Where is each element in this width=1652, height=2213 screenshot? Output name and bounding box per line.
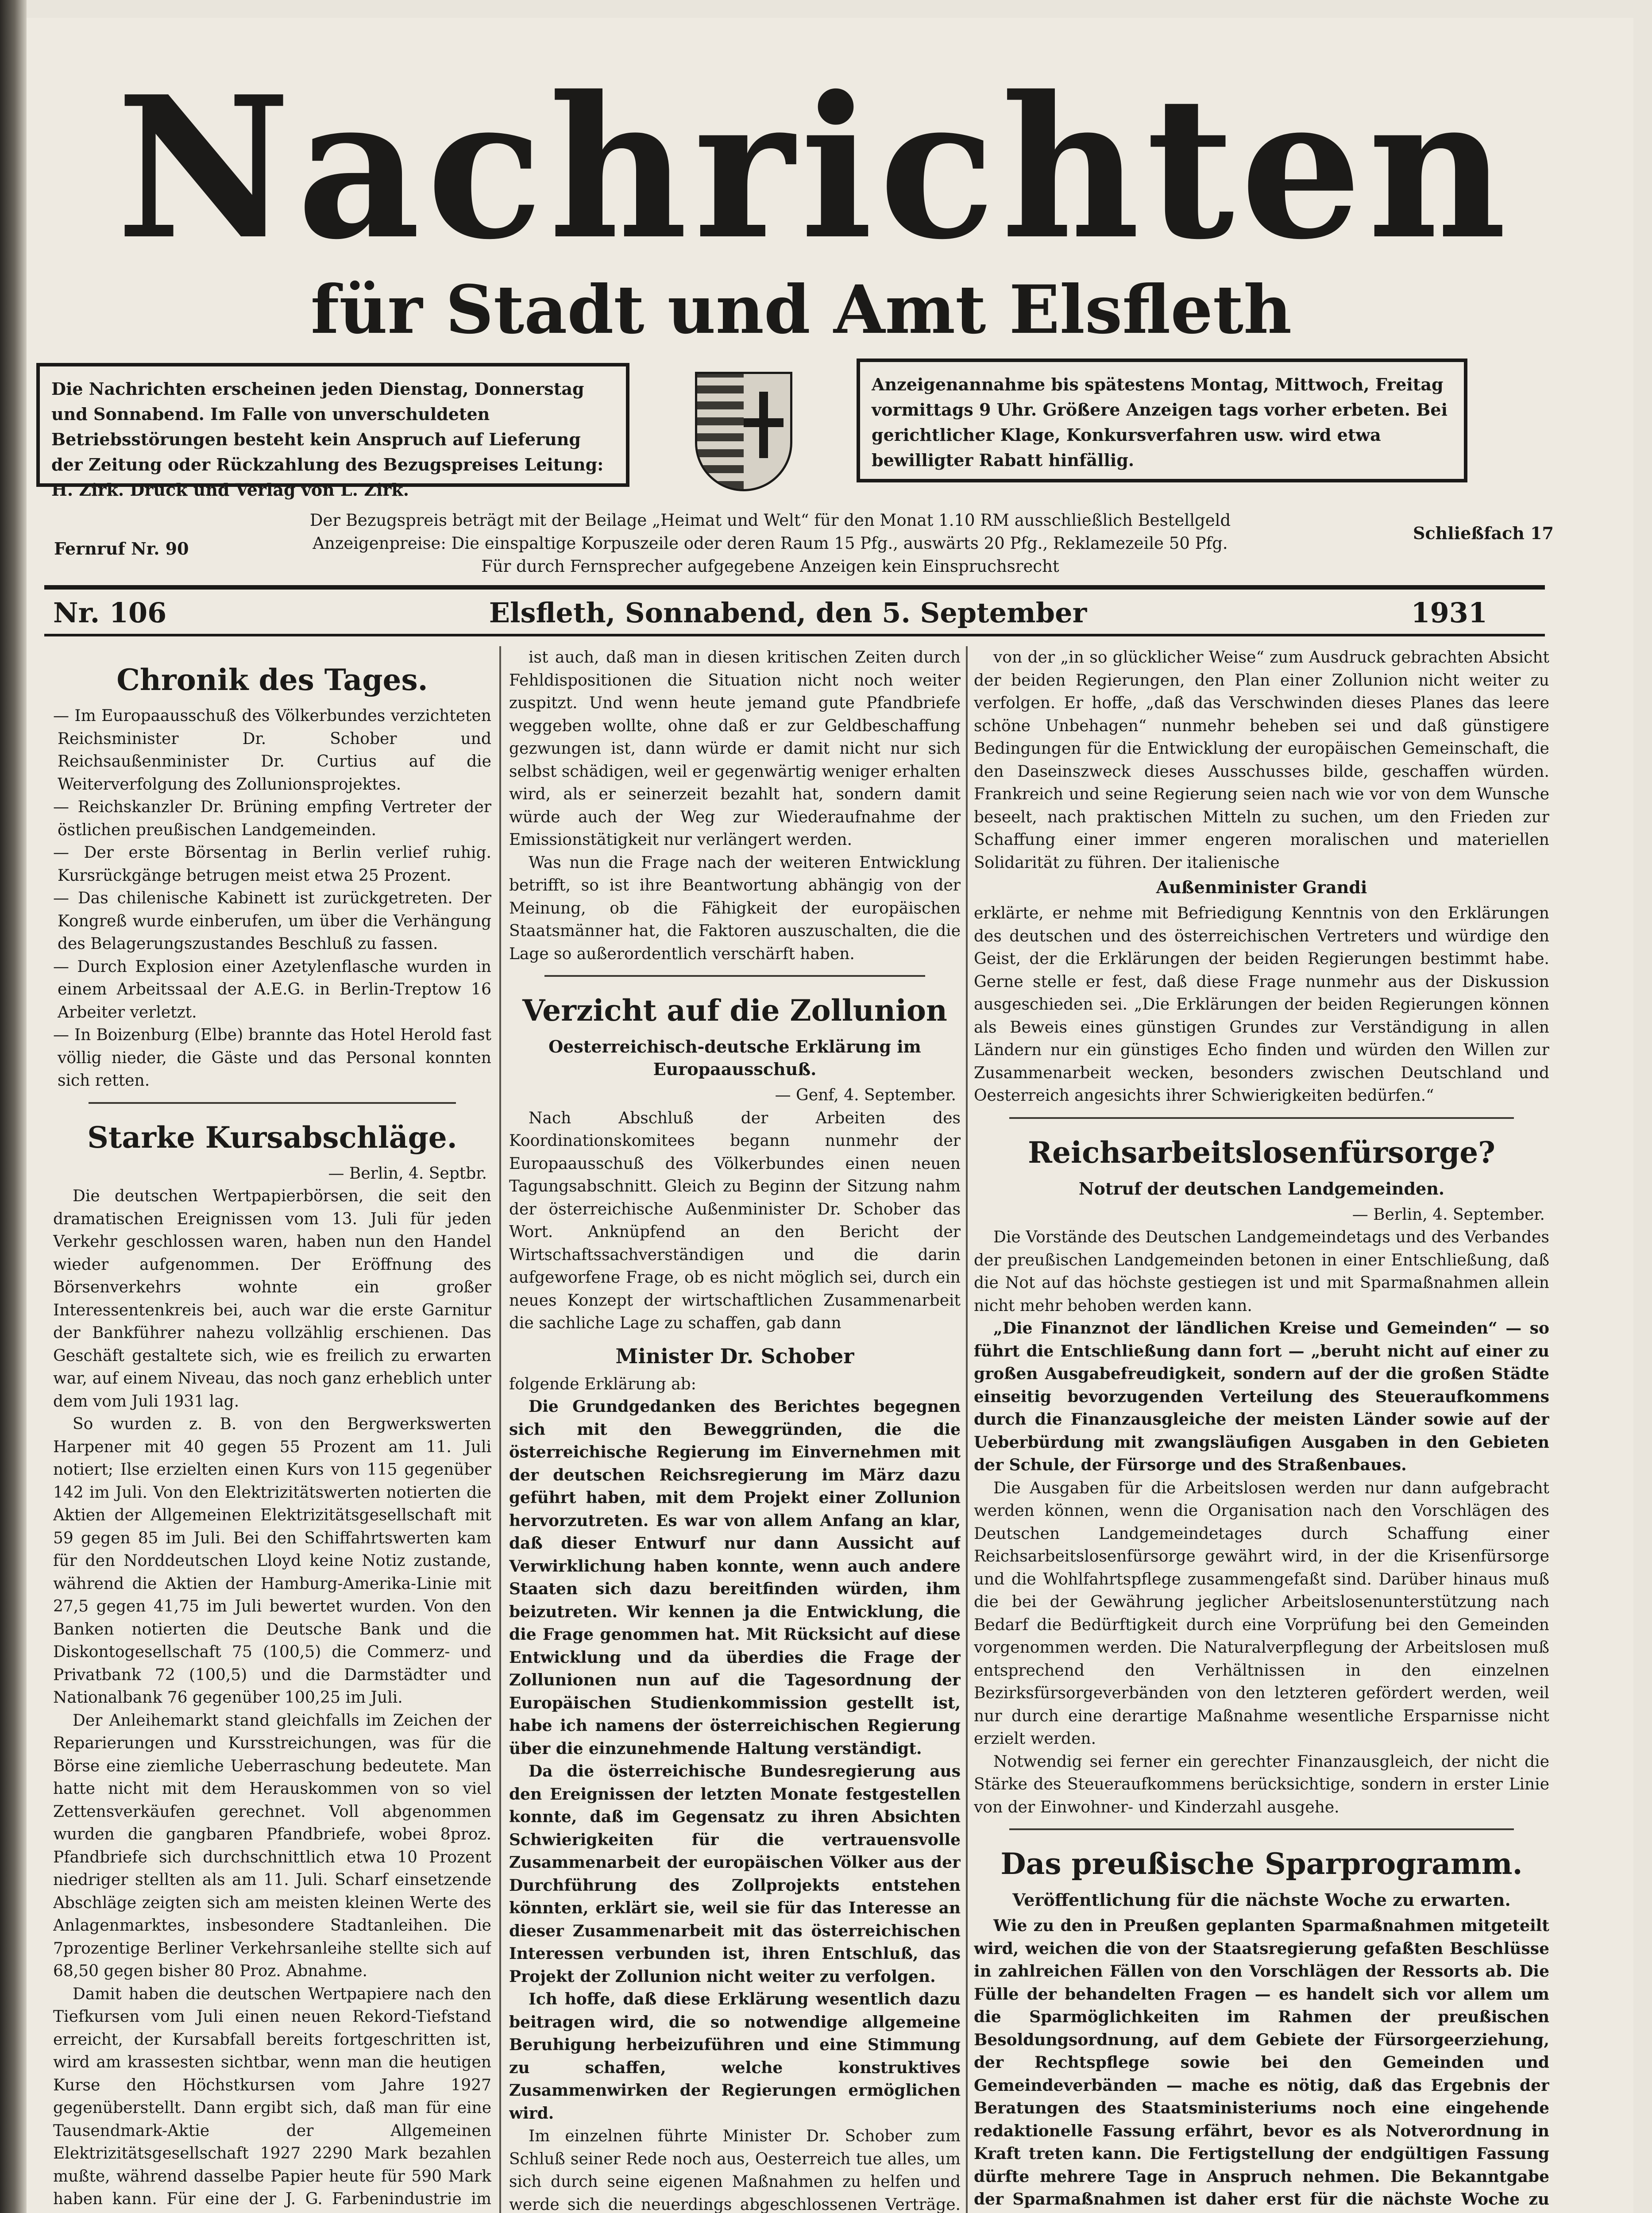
article-dateline: — Genf, 4. September. xyxy=(775,1086,956,1104)
paragraph: Damit haben die deutschen Wertpapiere nach den Tiefkursen vom Juli einen neuen Rekord-Tiefstand erreicht, der Kursabfall bereits fortgeschritten ist, wird am krassesten sichtbar, wenn man die heutigen Kurse den Höchstkursen vom Jahre 1927 gegenüberstellt. Dann ergibt sich, daß man für eine Tausendmark-Aktie der Allgemeinen Elektrizitätsgesellschaft 1927 2290 Mark bezahlen mußte, während dasselbe Papier heute für 590 Mark haben kann. Für eine der J. G. Farbenindustrie im xyxy=(53,1985,491,2208)
column-3 xyxy=(974,646,1549,2213)
subheadline: Veröffentlichung für die nächste Woche zu erwarten. xyxy=(1012,1890,1511,1910)
subheadline: Notruf der deutschen Landgemeinden. xyxy=(1078,1178,1445,1199)
article-separator xyxy=(544,975,925,977)
paragraph: „Die Finanznot der ländlichen Kreise und Gemeinden“ — so führt die Entschließung dann fort — „beruht nicht auf einer zu großen Ausgabefreudigkeit, sondern auf der die großen Städte einseitig bevorzugenden Verteilung des Steueraufkommens durch die Finanzausgleiche der meisten Länder sowie auf der Ueberbürdung mit zwangsläufigen Ausgaben in den Gebieten der Schule, der Fürsorge und des Straßenbaues. xyxy=(974,1319,1549,1474)
list-item: — In Boizenburg (Elbe) brannte das Hotel Herold fast völlig nieder, die Gäste und das Personal konnten sich retten. xyxy=(53,1026,491,1090)
paragraph: Wie zu den in Preußen geplanten Sparmaßnahmen mitgeteilt wird, weichen die von der Staatsregierung gefaßten Beschlüsse in zahlreichen Fällen von den Vorschlägen der Ressorts ab. Die Fülle der behandelten Fragen — es handelt sich vor allem um die Sparmöglichkeiten im Rahmen der preußischen Besoldungsordnung, auf dem Gebiete der Fürsorgeerziehung, der Rechtspflege sowie bei den Gemeinden und Gemeindeverbänden — mache es nötig, daß das Ergebnis der Beratungen des Staatsministeriums noch eine eingehende redaktionelle Fassung erfährt, bevor es als Notverordnung in Kraft treten kann. Die Fertigstellung der endgültigen Fassung dürfte mehrere Tage in Anspruch nehmen. Die Bekanntgabe der Sparmaßnahmen ist daher erst für die nächste Woche zu xyxy=(974,1916,1549,2209)
paragraph: Der Anleihemarkt stand gleichfalls im Zeichen der Reparierungen und Kursstreichungen, was für die Börse eine ziemliche Ueberraschung bedeutete. Man hatte nicht mit dem Herauskommen von so viel Zettensverkäufen gerechnet. Voll abgenommen wurden die gangbaren Pfandbriefe, wobei 8proz. Pfandbriefe sich durchschnittlich etwa 10 Prozent niedriger stellten als am 11. Juli. Scharf einsetzende Abschläge zeigten sich am meisten kleinen Werte des Anlagenmarktes, insbesondere Stadtanleihen. Die 7prozentige Berliner Verkehrsanleihe stellte sich auf 68,50 gegen bisher 80 Proz. Abnahme. xyxy=(53,1711,491,1980)
list-item: — Im Europaausschuß des Völkerbundes verzichteten Reichsminister Dr. Schober und Reichsaußenminister Dr. Curtius auf die Weiterverfolgung des Zollunionsprojektes. xyxy=(53,707,491,794)
binding-edge xyxy=(0,0,27,2213)
column-divider xyxy=(966,646,968,2213)
phone-number: Fernruf Nr. 90 xyxy=(54,539,189,559)
paragraph: folgende Erklärung ab: xyxy=(509,1375,696,1393)
paragraph: Ich hoffe, daß diese Erklärung wesentlich dazu beitragen wird, die so notwendige allgemeine Beruhigung herbeizuführen und eine Stimmung zu schaffen, welche konstruktives Zusammenwirken der Regierungen ermöglichen wird. xyxy=(509,1990,961,2123)
paragraph: Die Vorstände des Deutschen Landgemeindetags und des Verbandes der preußischen Landgemeinden betonen in einer Entschließung, daß die Not auf das höchste gestiegen ist und mit Sparmaßnahmen allein nicht mehr behoben werden kann. xyxy=(974,1228,1549,1315)
price-info xyxy=(283,509,1257,598)
article-dateline: — Berlin, 4. Septbr. xyxy=(328,1164,487,1183)
paragraph: ist auch, daß man in diesen kritischen Zeiten durch Fehldispositionen die Situation nicht noch weiter zuspitzt. Und wenn heute jemand gute Pfandbriefe weggeben wollte, ohne daß er zur Geldbeschaffung gezwungen ist, dann würde er damit nicht nur sich selbst schädigen, weil er gegenwärtig weniger erhalten wird, als er seinerzeit bezahlt hat, sondern damit würde auch der Weg zur Wiederaufnahme der Emissionstätigkeit nur verlängert werden. xyxy=(509,648,961,849)
column-1 xyxy=(53,646,491,2213)
paragraph: Die Grundgedanken des Berichtes begegnen sich mit den Beweggründen, die die österreichische Regierung im Einvernehmen mit der deutschen Reichsregierung im März dazu geführt haben, mit dem Projekt einer Zollunion hervorzutreten. Es war von allem Anfang an klar, daß dieser Entwurf nur dann Aussicht auf Verwirklichung haben konnte, wenn auch andere Staaten sich dazu bereitfinden würden, ihm beizutreten. Wir kennen ja die Entwicklung, die die Frage genommen hat. Mit Rücksicht auf diese Entwicklung und da überdies die Frage der Zollunionen nun auf die Tagesordnung der Europäischen Studienkommission gestellt ist, habe ich namens der österreichischen Regierung über die einzunehmende Haltung verständigt. xyxy=(509,1397,961,1758)
section-head-schober: Minister Dr. Schober xyxy=(615,1344,854,1368)
list-item: — Durch Explosion einer Azetylenflasche wurden in einem Arbeitssaal der A.E.G. in Berlin-Treptow 16 Arbeiter verletzt. xyxy=(53,957,491,1022)
headline-chronik: Chronik des Tages. xyxy=(116,663,428,697)
chronik-list xyxy=(53,705,491,1092)
paragraph: Die Ausgaben für die Arbeitslosen werden nur dann aufgebracht werden können, wenn die Organisation nach den Vorschlägen des Deutschen Landgemeindetages durch Schaffung einer Reichsarbeitslosenfürsorge gewährt wird, in der die Krisenfürsorge und die Wohlfahrtspflege zusammengefaßt sind. Darüber hinaus muß die bei der Gewährung jeglicher Arbeitslosenunterstützung nach Bedarf die Bedürftigkeit durch eine Vorprüfung bei den Gemeinden vorgenommen werden. Die Naturalverpflegung der Arbeitslosen muß entsprechend den Verhältnissen in den einzelnen Bezirksfürsorgeverbänden von den letzteren gefördert werden, weil nur durch eine derartige Maßnahme wesentliche Ersparnisse nicht erzielt werden. xyxy=(974,1479,1549,1748)
paragraph: Nach Abschluß der Arbeiten des Koordinationskomitees begann nunmehr der Europaausschuß des Völkerbundes einen neuen Tagungsabschnitt. Gleich zu Beginn der Sitzung nahm der österreichische Außenminister Dr. Schober das Wort. Anknüpfend an den Bericht der Wirtschaftssachverständigen und die darin aufgeworfene Frage, ob es nicht möglich sei, durch ein neues Konzept der wirtschaftlichen Zusammenarbeit die sachliche Lage zu schaffen, gab dann xyxy=(509,1109,961,1332)
article-separator xyxy=(89,1102,456,1104)
paragraph: Da die österreichische Bundesregierung aus den Ereignissen der letzten Monate festgestellen konnte, daß im Gegensatz zu ihren Absichten Schwierigkeiten für die vertrauensvolle Zusammenarbeit der europäischen Völker aus der Durchführung des Zollprojekts entstehen könnten, erklärt sie, weil sie für das Interesse an dieser Zusammenarbeit mit das österreichischen Interessen verbunden ist, ihren Entschluß, das Projekt der Zollunion nicht weiter zu verfolgen. xyxy=(509,1762,961,1986)
issue-number: Nr. 106 xyxy=(53,597,167,629)
subheadline: Oesterreichisch-deutsche Erklärung im Europaausschuß. xyxy=(548,1037,921,1079)
paragraph: Die deutschen Wertpapierbörsen, die seit den dramatischen Ereignissen vom 13. Juli für jeden Verkehr geschlossen waren, haben nun den Handel wieder aufgenommen. Der Eröffnung des Börsenverkehrs wohnte ein großer Interessentenkreis bei, auch war die erste Garnitur der Bankführer nahezu vollzählig erschienen. Das Geschäft gestaltete sich, wie es freilich zu erwarten war, auf einem Niveau, das noch ganz erheblich unter dem vom Juli 1931 lag. xyxy=(53,1187,491,1411)
dateline-rule xyxy=(44,634,1545,636)
place-date: Elsfleth, Sonnabend, den 5. September xyxy=(489,597,1087,629)
headline-reichsarbeitslosenfuersorge: Reichsarbeitslosenfürsorge? xyxy=(1028,1135,1495,1170)
dateline xyxy=(53,593,1554,633)
year: 1931 xyxy=(1411,597,1487,629)
price-line: Anzeigenpreise: Die einspaltige Korpuszeile oder deren Raum 15 Pfg., auswärts 20 Pfg., Reklamezeile 50 Pfg. xyxy=(313,534,1228,553)
headline-zollunion: Verzicht auf die Zollunion xyxy=(522,993,947,1028)
column-2 xyxy=(509,646,961,2213)
advertising-info-box: Anzeigenannahme bis spätestens Montag, Mittwoch, Freitag vormittags 9 Uhr. Größere Anzeigen tags vorher erbeten. Bei gerichtlicher Klage, Konkursverfahren usw. wird etwa bewilligter Rabatt hinfällig. xyxy=(857,359,1467,482)
headline-sparprogramm: Das preußische Sparprogramm. xyxy=(1000,1847,1523,1881)
article-dateline: — Berlin, 4. September. xyxy=(1352,1205,1545,1224)
paragraph: Notwendig sei ferner ein gerechter Finanzausgleich, der nicht die Stärke des Steueraufkommens berücksichtige, sondern in erster Linie von der Einwohner- und Kinderzahl ausgehe. xyxy=(974,1752,1549,1816)
masthead-title: Nachrichten xyxy=(116,54,1513,282)
header-rule xyxy=(44,585,1545,590)
paragraph: Im einzelnen führte Minister Dr. Schober zum Schluß seiner Rede noch aus, Oesterreich tue alles, um sich durch seine eigenen Maßnahmen zu helfen und werde sich die neuerdings abgeschlossenen Verträge. xyxy=(509,2127,961,2213)
newspaper-page xyxy=(27,18,1633,2213)
paragraph: So wurden z. B. von den Bergwerkswerten Harpener mit 40 gegen 55 Prozent am 11. Juli notiert; Ilse erzielten einen Kurs von 115 gegenüber 142 im Juli. Von den Elektrizitätswerten notierten die Aktien der Allgemeinen Elektrizitätsgesellschaft mit 59 gegen 85 im Juli. Bei den Schiffahrtswerten kam für den Norddeutschen Lloyd keine Notiz zustande, während die Aktien der Hamburg-Amerika-Linie mit 27,5 gegen 41,75 im Juli bewertet wurden. Von den Banken notierten die Deutsche Bank und die Diskontogesellschaft 75 (100,5) die Commerz- und Privatbank 72 (100,5) und die Darmstädter und Nationalbank 76 gegenüber 100,25 im Juli. xyxy=(53,1415,491,1707)
list-item: — Reichskanzler Dr. Brüning empfing Vertreter der östlichen preußischen Landgemeinden. xyxy=(53,798,491,839)
article-separator xyxy=(1009,1828,1514,1830)
price-line: Der Bezugspreis beträgt mit der Beilage „Heimat und Welt“ für den Monat 1.10 RM ausschließlich Bestellgeld xyxy=(309,511,1231,530)
section-head-grandi: Außenminister Grandi xyxy=(1156,877,1367,897)
publication-info-box: Die Nachrichten erscheinen jeden Dienstag, Donnerstag und Sonnabend. Im Falle von unverschuldeten Betriebsstörungen besteht kein Anspruch auf Lieferung der Zeitung oder Rückzahlung des Bezugspreises Leitung: H. Zirk. Druck und Verlag von L. Zirk. xyxy=(36,363,629,487)
headline-kursabschlaege: Starke Kursabschläge. xyxy=(87,1120,457,1155)
paragraph: Was nun die Frage nach der weiteren Entwicklung betrifft, so ist ihre Beantwortung abhängig von der Meinung, ob die Fähigkeit der europäischen Staatsmänner hat, die Faktoren auszuschalten, die die Lage so außerordentlich verschärft haben. xyxy=(509,853,961,963)
column-divider xyxy=(499,646,501,2213)
article-separator xyxy=(1009,1117,1514,1119)
masthead-subtitle: für Stadt und Amt Elsfleth xyxy=(310,271,1292,349)
list-item: — Der erste Börsentag in Berlin verlief ruhig. Kursrückgänge betrugen meist etwa 25 Prozent. xyxy=(53,844,491,885)
coat-of-arms-icon xyxy=(695,372,792,491)
paragraph: erklärte, er nehme mit Befriedigung Kenntnis von den Erklärungen des deutschen und des österreichischen Vertreters und würdige den Geist, der die Erklärungen der beiden Regierungen bestimmt habe. Gerne stelle er fest, daß diese Frage nunmehr aus der Diskussion ausgeschieden sei. „Die Erklärungen der beiden Regierungen können als Beweis eines günstigen Grundes zur Verständigung in allen Ländern nur ein günstiges Echo finden und würden den Willen zur Zusammenarbeit wecken, besonders zwischen Deutschland und Oesterreich angesichts ihrer Schwierigkeiten bedürfen.“ xyxy=(974,904,1549,1105)
paragraph: von der „in so glücklicher Weise“ zum Ausdruck gebrachten Absicht der beiden Regierungen, den Plan einer Zollunion nicht weiter zu verfolgen. Er hoffe, „daß das Verschwinden dieses Planes das leere schöne Unbehagen“ nunmehr beheben sei und daß günstigere Bedingungen für die Entwicklung der europäischen Gemeinschaft, die den Daseinszweck dieses Ausschusses bilde, geschaffen würden. Frankreich und seine Regierung seien nach wie vor von dem Wunsche beseelt, nach praktischen Mitteln zu suchen, um den Frieden zur Schaffung einer immer engeren moralischen und materiellen Solidarität zu führen. Der italienische xyxy=(974,648,1549,872)
price-line: Für durch Fernsprecher aufgegebene Anzeigen kein Einspruchsrecht xyxy=(481,557,1059,576)
list-item: — Das chilenische Kabinett ist zurückgetreten. Der Kongreß wurde einberufen, um über die Verhängung des Belagerungszustandes Beschluß zu fassen. xyxy=(53,889,491,953)
po-box: Schließfach 17 xyxy=(1413,523,1554,543)
